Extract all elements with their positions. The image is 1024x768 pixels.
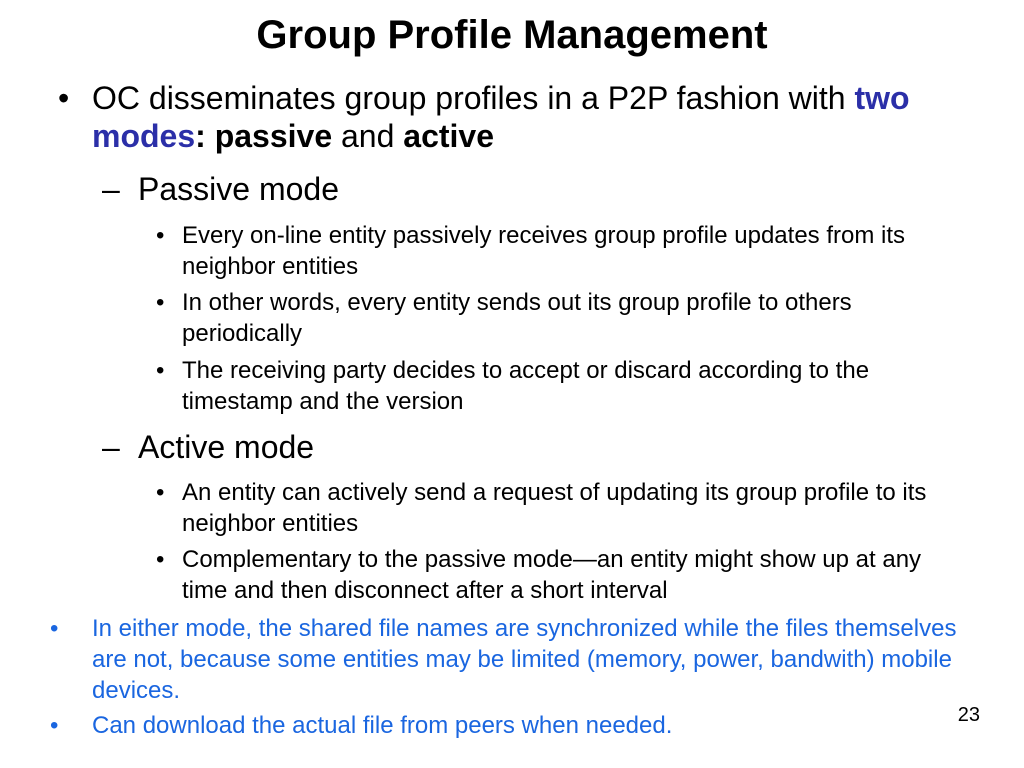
- active-item-1: [156, 477, 962, 539]
- colon-text: :: [195, 118, 215, 154]
- keyword-active: active: [403, 118, 495, 154]
- note-text: In either mode, the shared file names are synchronized while the files themselves are not, because some entities may be limited (memory, power, bandwith) mobile devices.: [92, 615, 957, 704]
- dash-icon: –: [102, 171, 120, 207]
- item-text: An entity can actively send a request of updating its group profile to its neighbor entities: [182, 479, 927, 537]
- bullet-text: OC disseminates group profiles in a P2P fashion with: [92, 80, 855, 116]
- subheading-text: Active mode: [138, 429, 315, 465]
- page-number: 23: [957, 704, 980, 726]
- item-text: Every on-line entity passively receives group profile updates from its neighbor entities: [182, 222, 905, 280]
- bullet-oc-dissemination: [58, 79, 972, 155]
- bullet-icon: •: [156, 479, 165, 506]
- dash-icon: –: [102, 429, 120, 465]
- passive-item-3: [156, 355, 962, 417]
- highlight-two-modes: two modes: [92, 80, 910, 154]
- bullet-icon: •: [50, 712, 59, 739]
- slide-title: Group Profile Management: [256, 13, 768, 57]
- passive-item-1: [156, 220, 962, 282]
- keyword-passive: passive: [214, 118, 333, 154]
- note-download: [50, 710, 972, 741]
- bullet-icon: •: [50, 615, 59, 642]
- subheading-active-mode: [102, 428, 958, 466]
- active-item-2: [156, 544, 962, 606]
- note-synchronization: [50, 613, 972, 706]
- bullet-icon: •: [156, 222, 165, 249]
- note-text: Can download the actual file from peers when needed.: [92, 712, 673, 739]
- subheading-text: Passive mode: [138, 171, 339, 207]
- passive-item-2: [156, 287, 962, 349]
- subheading-passive-mode: [102, 170, 958, 208]
- item-text: In other words, every entity sends out its group profile to others periodically: [182, 289, 852, 347]
- bullet-icon: •: [156, 289, 165, 316]
- bullet-icon: •: [58, 80, 70, 116]
- bullet-icon: •: [156, 546, 165, 573]
- item-text: Complementary to the passive mode—an entity might show up at any time and then disconnect after a short interval: [182, 546, 922, 604]
- item-text: The receiving party decides to accept or discard according to the timestamp and the version: [182, 357, 870, 415]
- connector-text: and: [332, 118, 404, 154]
- bullet-icon: •: [156, 357, 165, 384]
